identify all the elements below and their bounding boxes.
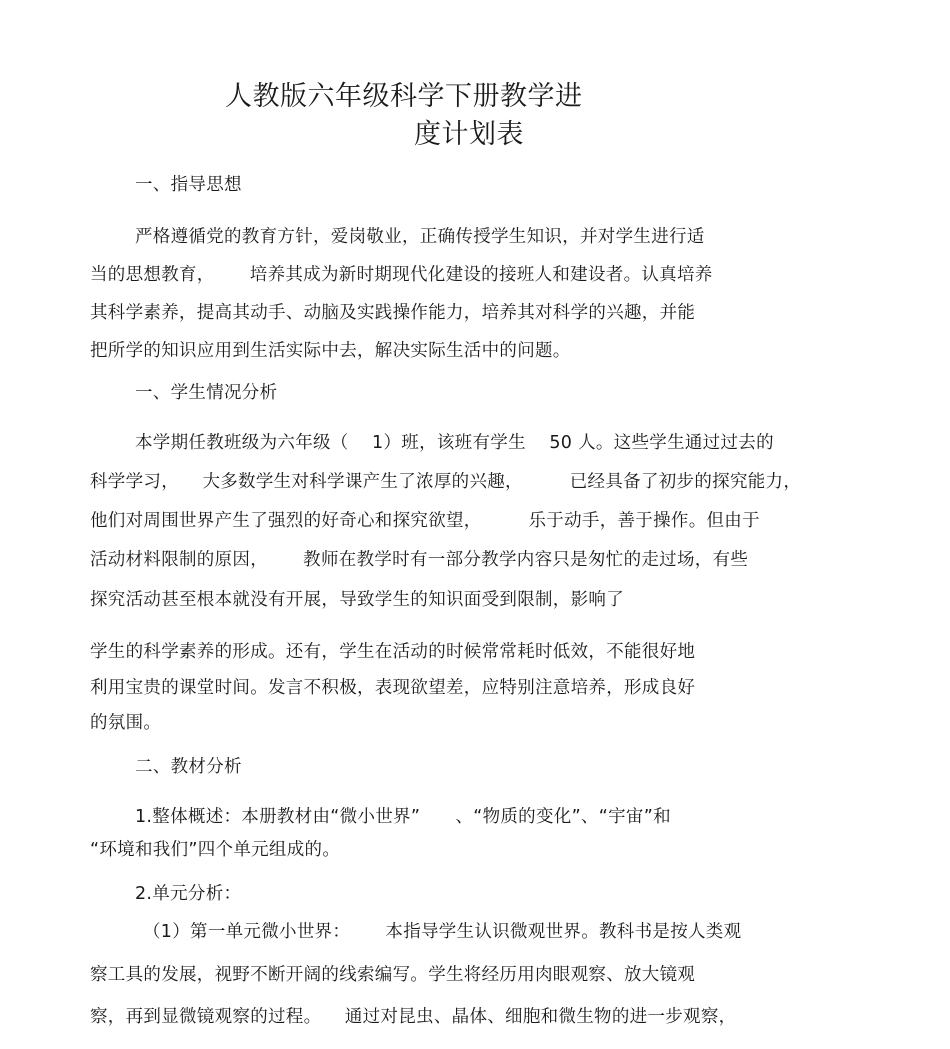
paragraph-line: 1.整体概述：本册教材由“微小世界” 、“物质的变化”、“宇宙”和 [135,807,671,827]
section-heading: 一、学生情况分析 [135,383,278,403]
section-heading: 二、教材分析 [135,757,242,777]
paragraph-line: 察，再到显微镜观察的过程。 通过对昆虫、晶体、细胞和微生物的进一步观察， [90,1007,737,1027]
paragraph-line: 的氛围。 [90,713,162,733]
paragraph-line: 其科学素养，提高其动手、动脑及实践操作能力，培养其对科学的兴趣，并能 [90,303,696,323]
subsection-heading: 2.单元分析： [135,884,242,904]
paragraph-line: 学生的科学素养的形成。还有，学生在活动的时候常常耗时低效，不能很好地 [90,642,696,662]
paragraph-line: 严格遵循党的教育方针，爱岗敬业，正确传授学生知识，并对学生进行适 [135,227,705,247]
paragraph-line: （1）第一单元微小世界： 本指导学生认识微观世界。教科书是按人类观 [143,922,742,942]
document-title-line-1: 人教版六年级科学下册教学进 [225,81,583,112]
paragraph-line: 探究活动甚至根本就没有开展，导致学生的知识面受到限制，影响了 [90,590,624,610]
paragraph-line: “环境和我们”四个单元组成的。 [90,840,341,860]
section-heading: 一、指导思想 [135,175,242,195]
paragraph-line: 当的思想教育， 培养其成为新时期现代化建设的接班人和建设者。认真培养 [90,265,713,285]
paragraph-line: 察工具的发展，视野不断开阔的线索编写。学生将经历用肉眼观察、放大镜观 [90,965,696,985]
paragraph-line: 把所学的知识应用到生活实际中去，解决实际生活中的问题。 [90,341,571,361]
document-title-line-2: 度计划表 [414,119,524,150]
paragraph-line: 本学期任教班级为六年级（ 1）班，该班有学生 50 人。这些学生通过过去的 [135,433,774,453]
paragraph-line: 他们对周围世界产生了强烈的好奇心和探究欲望， 乐于动手，善于操作。但由于 [90,511,760,531]
paragraph-line: 利用宝贵的课堂时间。发言不积极，表现欲望差，应特别注意培养，形成良好 [90,678,696,698]
paragraph-line: 活动材料限制的原因， 教师在教学时有一部分教学内容只是匆忙的走过场，有些 [90,550,749,570]
paragraph-line: 科学学习， 大多数学生对科学课产生了浓厚的兴趣， 已经具备了初步的探究能力， [90,472,802,492]
